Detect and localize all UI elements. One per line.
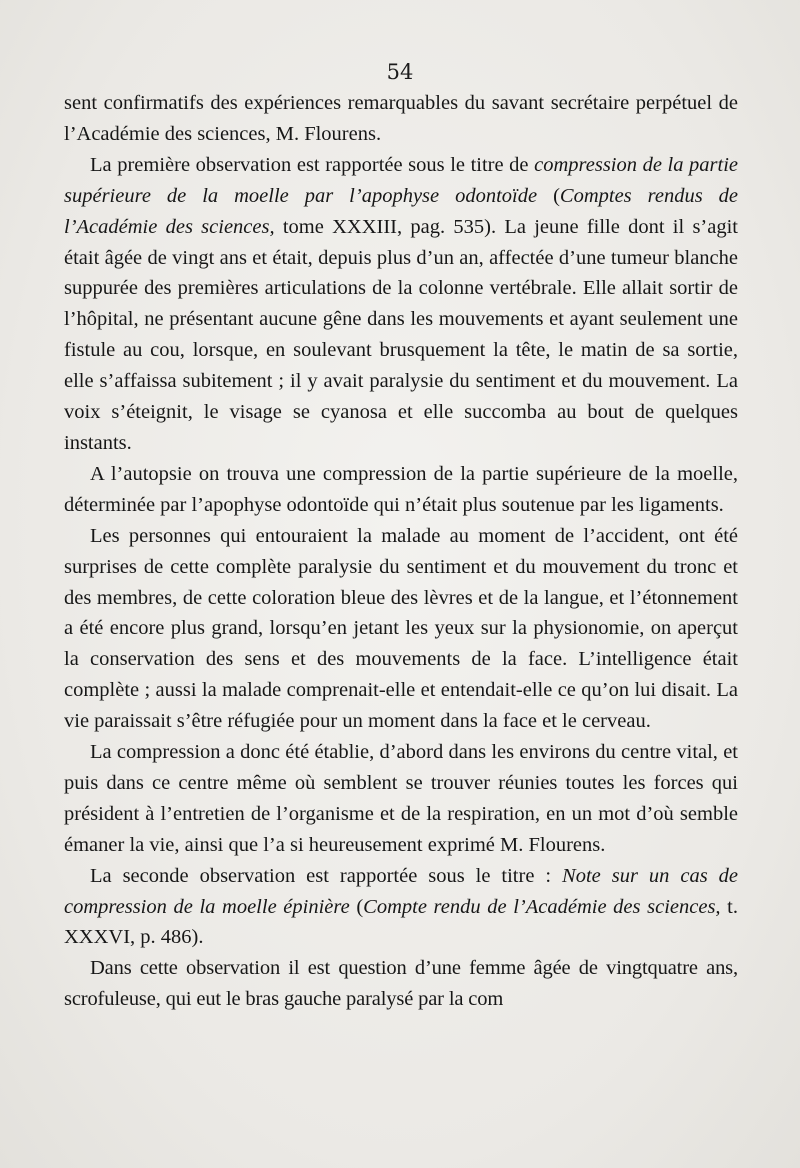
text-run: ( (537, 184, 560, 207)
text-run: t. XXXVI, p. 486). (64, 895, 738, 949)
paragraph-compression (64, 737, 738, 861)
paragraph-continuation (64, 88, 738, 150)
text-run: Les personnes qui entouraient la malade au moment de l’accident, ont été surprises de cette complète paralysie du sentiment et du mouvement du tronc et des membres, de cette coloration bleue des lèvres et de la langue, et l’étonnement a été encore plus grand, lorsqu’en jetant les yeux sur la physionomie, on aperçut la conservation des sens et des mouvements de la face. L’intelligence était complète ; aussi la malade comprenait-elle et entendait-elle ce qu’on lui disait. La vie paraissait s’être réfugiée pour un moment dans la face et le cerveau. (64, 524, 738, 733)
text-run: Dans cette observation il est question d’une femme âgée de vingtquatre ans, scrofuleuse, qui eut le bras gauche paralysé par la com (64, 957, 738, 1011)
paragraph-autopsy (64, 459, 738, 521)
paragraph-first-observation (64, 150, 738, 459)
text-run: sent confirmatifs des expériences remarquables du savant secrétaire perpétuel de l’Académie des sciences, M. Flourens. (64, 92, 738, 145)
paragraph-witnesses (64, 521, 738, 737)
page-number: 54 (386, 60, 414, 84)
paragraph-second-observation (64, 861, 738, 954)
body-text (64, 88, 738, 1015)
italic-title-run: Compte rendu de l’Académie des sciences, (363, 895, 721, 918)
text-run: tome XXXIII, pag. 535). La jeune fille dont il s’agit était âgée de vingt ans et était, depuis plus d’un an, affectée d’une tumeur blanche suppurée des premières articulations de la colonne vertébrale. Elle allait sortir de l’hôpital, ne présentant aucune gêne dans les mouvements et ayant seulement une fistule au cou, lorsque, en soulevant brusquement la tête, le matin de sa sortie, elle s’affaissa subitement ; il y avait paralysie du sentiment et du mouvement. La voix s’éteignit, le visage se cyanosa et elle succomba au bout de quelques instants. (64, 215, 739, 454)
italic-title-run: Note sur un cas de compression de la moelle épinière (64, 864, 738, 918)
italic-title-run: compression de la partie supérieure de la moelle par l’apophyse odontoïde (64, 153, 738, 207)
text-run: ( (349, 895, 364, 918)
paragraph-woman-case (64, 953, 738, 1015)
text-run: La seconde observation est rapportée sous le titre : (90, 864, 563, 887)
text-run: A l’autopsie on trouva une compression de la partie supérieure de la moelle, déterminée par l’apophyse odontoïde qui n’était plus soutenue par les ligaments. (64, 462, 738, 516)
italic-title-run: Comptes rendus de l’Académie des sciences, (64, 184, 738, 238)
text-run: La première observation est rapportée sous le titre de (90, 153, 535, 176)
text-run: La compression a donc été établie, d’abord dans les environs du centre vital, et puis dans ce centre même où semblent se trouver réunies toutes les forces qui président à l’entretien de l’organisme et de la respiration, en un mot d’où semble émaner la vie, ainsi que l’a si heureusement exprimé M. Flourens. (64, 741, 738, 856)
